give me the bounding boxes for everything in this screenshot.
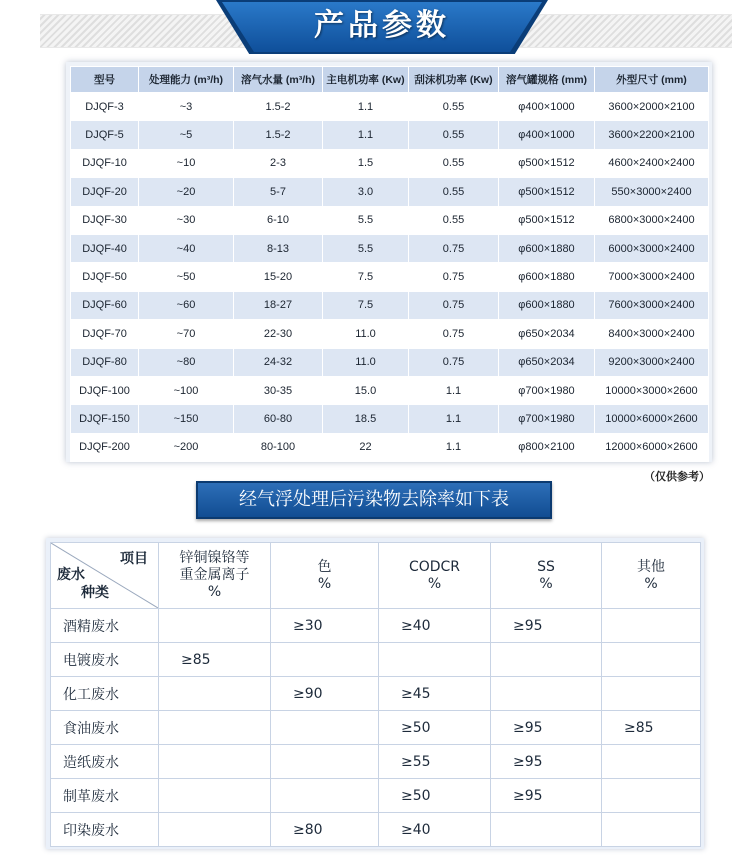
spec-row — [71, 178, 709, 206]
removal-rate-cell — [271, 745, 379, 779]
removal-rate-cell: ≥85 — [159, 643, 271, 677]
spec-cell: 0.55 — [409, 178, 499, 206]
removal-rate-cell — [491, 813, 602, 847]
spec-cell: 0.75 — [409, 291, 499, 319]
model-cell: DJQF-70 — [71, 320, 139, 348]
spec-cell: φ800×2100 — [499, 433, 595, 461]
removal-rate-cell — [271, 643, 379, 677]
spec-cell: 10000×6000×2600 — [595, 405, 709, 433]
spec-cell: 7600×3000×2400 — [595, 291, 709, 319]
spec-cell: φ700×1980 — [499, 405, 595, 433]
removal-rate-cell: ≥95 — [491, 711, 602, 745]
removal-rate-cell — [602, 779, 701, 813]
spec-cell: φ600×1880 — [499, 234, 595, 262]
page-title: 产品参数 — [314, 8, 450, 43]
removal-row — [51, 813, 701, 847]
spec-cell: 6-10 — [234, 206, 323, 234]
spec-cell: φ600×1880 — [499, 263, 595, 291]
removal-col-header: 色 % — [271, 543, 379, 609]
spec-cell: ~20 — [139, 178, 234, 206]
spec-cell: 7.5 — [323, 263, 409, 291]
spec-cell: ~40 — [139, 234, 234, 262]
removal-rate-cell — [602, 745, 701, 779]
model-cell: DJQF-10 — [71, 149, 139, 177]
removal-col-header: 其他 % — [602, 543, 701, 609]
removal-rate-cell: ≥95 — [491, 779, 602, 813]
spec-cell: ~100 — [139, 376, 234, 404]
spec-cell: ~30 — [139, 206, 234, 234]
model-cell: DJQF-40 — [71, 234, 139, 262]
removal-col-header: CODCR % — [379, 543, 491, 609]
spec-col-header: 溶气水量 (m³/h) — [234, 67, 323, 93]
model-cell: DJQF-5 — [71, 121, 139, 149]
removal-rate-cell — [159, 745, 271, 779]
spec-cell: φ650×2034 — [499, 348, 595, 376]
spec-cell: ~200 — [139, 433, 234, 461]
removal-row — [51, 711, 701, 745]
removal-rate-cell — [491, 643, 602, 677]
spec-row — [71, 376, 709, 404]
spec-cell: 80-100 — [234, 433, 323, 461]
spec-table-panel — [66, 62, 712, 462]
spec-cell: φ500×1512 — [499, 178, 595, 206]
spec-cell: φ700×1980 — [499, 376, 595, 404]
spec-cell: 12000×6000×2600 — [595, 433, 709, 461]
spec-cell: 1.1 — [409, 405, 499, 433]
removal-rate-cell: ≥30 — [271, 609, 379, 643]
spec-cell: ~3 — [139, 93, 234, 121]
spec-cell: 30-35 — [234, 376, 323, 404]
spec-col-header: 型号 — [71, 67, 139, 93]
spec-row — [71, 263, 709, 291]
reference-note: （仅供参考） — [644, 471, 710, 483]
removal-rate-cell — [602, 677, 701, 711]
removal-rate-cell: ≥40 — [379, 813, 491, 847]
removal-rate-cell — [271, 779, 379, 813]
removal-rate-cell — [159, 677, 271, 711]
spec-cell: 1.5-2 — [234, 93, 323, 121]
spec-cell: 24-32 — [234, 348, 323, 376]
removal-header-row — [51, 543, 701, 609]
spec-cell: 6800×3000×2400 — [595, 206, 709, 234]
spec-row — [71, 234, 709, 262]
spec-cell: 0.55 — [409, 121, 499, 149]
spec-cell: 4600×2400×2400 — [595, 149, 709, 177]
model-cell: DJQF-20 — [71, 178, 139, 206]
spec-cell: φ400×1000 — [499, 93, 595, 121]
corner-label-item: 项目 — [120, 551, 148, 567]
removal-rate-cell: ≥40 — [379, 609, 491, 643]
spec-row — [71, 320, 709, 348]
removal-rate-cell: ≥95 — [491, 609, 602, 643]
spec-col-header: 主电机功率 (Kw) — [323, 67, 409, 93]
spec-cell: 22 — [323, 433, 409, 461]
wastewater-type-cell: 食油废水 — [51, 711, 159, 745]
spec-cell: 1.5-2 — [234, 121, 323, 149]
spec-cell: 18.5 — [323, 405, 409, 433]
spec-cell: 3600×2000×2100 — [595, 93, 709, 121]
wastewater-type-cell: 化工废水 — [51, 677, 159, 711]
removal-rate-cell — [491, 677, 602, 711]
spec-cell: 8-13 — [234, 234, 323, 262]
spec-cell: φ500×1512 — [499, 206, 595, 234]
spec-cell: 10000×3000×2600 — [595, 376, 709, 404]
removal-rate-cell: ≥50 — [379, 711, 491, 745]
subtitle-box — [196, 481, 552, 519]
spec-cell: ~50 — [139, 263, 234, 291]
removal-rate-cell — [159, 711, 271, 745]
spec-cell: 0.75 — [409, 348, 499, 376]
spec-cell: 0.55 — [409, 149, 499, 177]
spec-row — [71, 433, 709, 461]
spec-cell: 3600×2200×2100 — [595, 121, 709, 149]
wastewater-type-cell: 酒精废水 — [51, 609, 159, 643]
spec-cell: 5.5 — [323, 206, 409, 234]
wastewater-type-cell: 造纸废水 — [51, 745, 159, 779]
removal-rate-cell: ≥85 — [602, 711, 701, 745]
spec-cell: 15-20 — [234, 263, 323, 291]
model-cell: DJQF-100 — [71, 376, 139, 404]
removal-rate-cell: ≥45 — [379, 677, 491, 711]
spec-cell: φ600×1880 — [499, 291, 595, 319]
spec-row — [71, 405, 709, 433]
model-cell: DJQF-150 — [71, 405, 139, 433]
removal-rate-cell — [602, 813, 701, 847]
spec-cell: φ400×1000 — [499, 121, 595, 149]
model-cell: DJQF-200 — [71, 433, 139, 461]
removal-rate-cell — [159, 779, 271, 813]
wastewater-type-cell: 制革废水 — [51, 779, 159, 813]
spec-cell: 15.0 — [323, 376, 409, 404]
spec-cell: 1.1 — [409, 433, 499, 461]
spec-col-header: 外型尺寸 (mm) — [595, 67, 709, 93]
spec-cell: ~150 — [139, 405, 234, 433]
spec-cell: 18-27 — [234, 291, 323, 319]
spec-cell: 1.1 — [409, 376, 499, 404]
spec-cell: 0.75 — [409, 263, 499, 291]
model-cell: DJQF-50 — [71, 263, 139, 291]
model-cell: DJQF-80 — [71, 348, 139, 376]
spec-row — [71, 149, 709, 177]
model-cell: DJQF-60 — [71, 291, 139, 319]
corner-label-type: 种类 — [81, 585, 109, 601]
spec-row — [71, 206, 709, 234]
removal-rate-cell — [159, 813, 271, 847]
spec-cell: 2-3 — [234, 149, 323, 177]
spec-row — [71, 348, 709, 376]
spec-cell: ~80 — [139, 348, 234, 376]
spec-cell: ~70 — [139, 320, 234, 348]
spec-row — [71, 291, 709, 319]
removal-row — [51, 745, 701, 779]
spec-cell: 22-30 — [234, 320, 323, 348]
removal-rate-cell: ≥50 — [379, 779, 491, 813]
spec-cell: 11.0 — [323, 320, 409, 348]
removal-rate-cell — [602, 609, 701, 643]
spec-cell: ~60 — [139, 291, 234, 319]
removal-row — [51, 609, 701, 643]
spec-cell: 0.75 — [409, 320, 499, 348]
spec-cell: 0.55 — [409, 93, 499, 121]
corner-label-wastewater: 废水 — [57, 567, 85, 583]
spec-cell: 60-80 — [234, 405, 323, 433]
spec-cell: 1.1 — [323, 93, 409, 121]
removal-table — [50, 542, 701, 847]
model-cell: DJQF-3 — [71, 93, 139, 121]
spec-col-header: 处理能力 (m³/h) — [139, 67, 234, 93]
removal-col-header: 锌铜镍铬等 重金属离子 % — [159, 543, 271, 609]
removal-rate-cell — [271, 711, 379, 745]
removal-row — [51, 677, 701, 711]
spec-header-row — [71, 67, 709, 93]
spec-row — [71, 93, 709, 121]
spec-cell: 7000×3000×2400 — [595, 263, 709, 291]
removal-row — [51, 779, 701, 813]
spec-cell: 0.75 — [409, 234, 499, 262]
spec-cell: 7.5 — [323, 291, 409, 319]
spec-cell: 9200×3000×2400 — [595, 348, 709, 376]
removal-rate-cell: ≥80 — [271, 813, 379, 847]
spec-col-header: 刮沫机功率 (Kw) — [409, 67, 499, 93]
spec-cell: 1.1 — [323, 121, 409, 149]
spec-col-header: 溶气罐规格 (mm) — [499, 67, 595, 93]
spec-cell: ~5 — [139, 121, 234, 149]
removal-rate-cell — [159, 609, 271, 643]
subtitle: 经气浮处理后污染物去除率如下表 — [239, 489, 509, 510]
spec-cell: 550×3000×2400 — [595, 178, 709, 206]
spec-cell: 5-7 — [234, 178, 323, 206]
removal-col-header: SS % — [491, 543, 602, 609]
spec-table — [70, 66, 709, 462]
removal-rate-cell: ≥55 — [379, 745, 491, 779]
spec-cell: 3.0 — [323, 178, 409, 206]
wastewater-type-cell: 电镀废水 — [51, 643, 159, 677]
wastewater-type-cell: 印染废水 — [51, 813, 159, 847]
spec-row — [71, 121, 709, 149]
spec-cell: 11.0 — [323, 348, 409, 376]
spec-cell: 6000×3000×2400 — [595, 234, 709, 262]
model-cell: DJQF-30 — [71, 206, 139, 234]
removal-row — [51, 643, 701, 677]
removal-rate-cell — [379, 643, 491, 677]
spec-cell: 8400×3000×2400 — [595, 320, 709, 348]
corner-header — [51, 543, 159, 609]
removal-rate-cell: ≥90 — [271, 677, 379, 711]
spec-cell: 5.5 — [323, 234, 409, 262]
removal-rate-cell: ≥95 — [491, 745, 602, 779]
removal-table-panel — [46, 538, 704, 849]
spec-cell: 0.55 — [409, 206, 499, 234]
spec-cell: ~10 — [139, 149, 234, 177]
removal-rate-cell — [602, 643, 701, 677]
spec-cell: φ650×2034 — [499, 320, 595, 348]
spec-cell: φ500×1512 — [499, 149, 595, 177]
spec-cell: 1.5 — [323, 149, 409, 177]
